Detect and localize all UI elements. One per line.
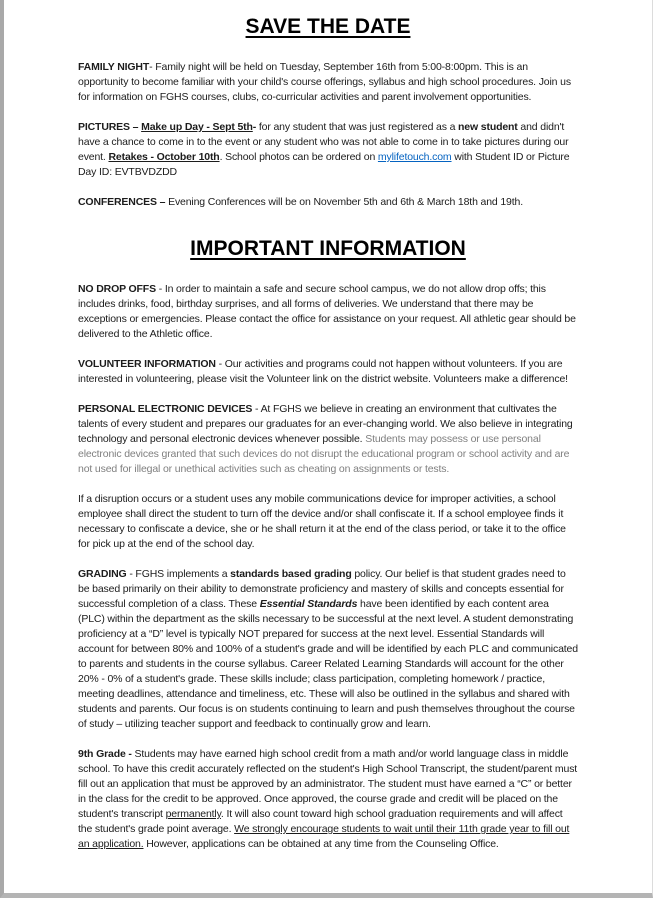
paragraph-family-night <box>78 60 578 105</box>
heading-save-the-date: SAVE THE DATE <box>245 15 411 38</box>
text-segment: CONFERENCES – <box>78 196 169 208</box>
text-segment: - At FGHS we believe in creating an environment that cultivates the talents of every student and prepares our graduates for an ever-changing world. We also believe in integrating technology and personal electronic devices whenever possible. <box>78 403 573 445</box>
paragraph-conferences <box>78 195 578 210</box>
text-segment: PERSONAL ELECTRONIC DEVICES <box>78 403 253 415</box>
paragraph-no-drop-offs <box>78 282 578 342</box>
paragraph-device-disruption <box>78 492 578 552</box>
text-segment: VOLUNTEER INFORMATION <box>78 358 216 370</box>
section-important-information <box>78 236 578 852</box>
text-segment: 9th Grade - <box>78 748 135 760</box>
text-segment: . It will also count toward high school graduation requirements and will affect the student's grade point average. <box>78 808 563 835</box>
text-segment: PICTURES – <box>78 121 142 133</box>
text-segment: and didn't have a chance to come in to the event or any student who was not able to come in to take pictures during our event. <box>78 121 569 163</box>
text-segment: - <box>252 121 257 133</box>
text-segment: - In order to maintain a safe and secure school campus, we do not allow drop offs; this includes drinks, food, birthday surprises, and all forms of deliveries. We understand that there may be exceptions or emergencies. Please contact the office for assistance on your request. All athletic gear should be delivered to the Athletic office. <box>78 283 576 340</box>
text-segment: FAMILY NIGHT <box>78 61 150 73</box>
text-segment: have been identified by each content area (PLC) within the department as the skills necessary to be successful at the next level. A student demonstrating proficiency at a “D” level is typically NOT prepared for success at the next level. Essential Standards will account for between 80% and 100% of a student's grade and will be identified by each PLC and communicated to parents and students in the course syllabus. Career Related Learning Standards will account for the other 20% - 0% of a student's grade. These skills include; class participation, completing homework / practice, meeting deadlines, attendance and timeliness, etc. These will also be outlined in the syllabus and shared with students and parents. Our focus is on students continuing to learn and push themselves throughout the course of study – utilizing teacher support and feedback to continually grow and learn. <box>78 598 578 730</box>
text-segment: However, applications can be obtained at any time from the Counseling Office. <box>143 838 499 850</box>
paragraph-9th-grade <box>78 747 578 852</box>
text-segment: If a disruption occurs or a student uses any mobile communications device for improper activities, a school employee shall direct the student to turn off the device and/or shall confiscate it. If a school employee finds it necessary to confiscate a device, she or he shall return it at the end of the class period, or take it to the office for pick up at the end of the school day. <box>78 493 566 550</box>
text-segment: - Our activities and programs could not happen without volunteers. If you are interested in volunteering, please visit the Volunteer link on the district website. Volunteers make a difference! <box>78 358 568 385</box>
text-segment: with Student ID or Picture Day ID: EVTBVDZDD <box>78 151 570 178</box>
text-segment: Students may have earned high school credit from a math and/or world language class in middle school. To have this credit accurately reflected on the student's High School Transcript, the student/parent must fill out an application that must be approved by an administrator. The student must have earned a “C” or better in the class for the credit to be approved. Once approved, the course grade and credit will be placed on the student's transcript <box>78 748 578 820</box>
text-segment: NO DROP OFFS <box>78 283 156 295</box>
text-segment: permanently <box>165 808 221 820</box>
text-segment: . School photos can be ordered on <box>219 151 378 163</box>
mylifetouch-link[interactable]: mylifetouch.com <box>377 151 452 163</box>
text-segment: We strongly encourage students to wait until their 11th grade year to fill out an application. <box>78 823 570 850</box>
paragraph-grading <box>78 567 578 732</box>
text-segment: Make up Day - Sept 5th <box>141 121 253 133</box>
text-segment: standards based grading <box>230 568 352 580</box>
text-segment: Students may possess or use personal electronic devices granted that such devices do not disrupt the educational program or school activity and are not used for illegal or unethical activities such as cheating on assignments or tests. <box>78 433 570 475</box>
heading-important-information: IMPORTANT INFORMATION <box>190 237 466 260</box>
section-save-the-date <box>78 14 578 210</box>
text-segment: for any student that was just registered as a <box>256 121 459 133</box>
text-segment: Evening Conferences will be on November 5th and 6th & March 18th and 19th. <box>168 196 523 208</box>
text-segment: - FGHS implements a <box>126 568 231 580</box>
paragraph-volunteer-information <box>78 357 578 387</box>
paragraph-personal-electronic-devices <box>78 402 578 477</box>
text-segment: new student <box>458 121 518 133</box>
text-segment: GRADING <box>78 568 127 580</box>
text-segment: - Family night will be held on Tuesday, September 16th from 5:00-8:00pm. This is an opportunity to become familiar with your child's course offerings, syllabus and high school procedures. Join us for information on FGHS courses, clubs, co-curricular activities and parent involvement opportunities. <box>78 61 571 103</box>
paragraph-pictures <box>78 120 578 180</box>
text-segment: policy. Our belief is that student grades need to be based primarily on their ability to demonstrate proficiency and mastery of skills and concepts essential for successful completion of a class. These <box>78 568 566 610</box>
text-segment: Essential Standards <box>259 598 358 610</box>
text-segment: Retakes - October 10th <box>108 151 220 163</box>
